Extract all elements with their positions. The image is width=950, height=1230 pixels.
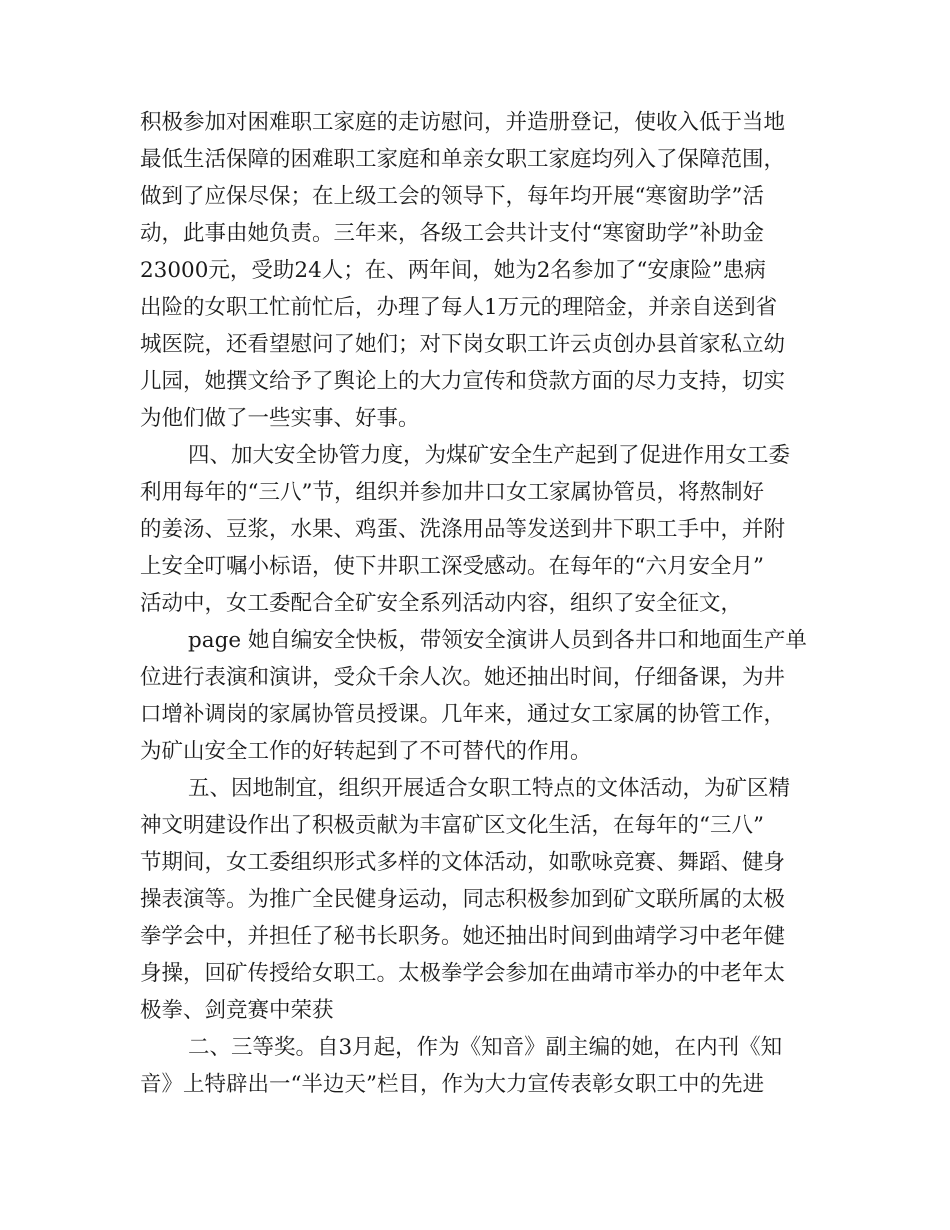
text-line: 二、三等奖。自3月起，作为《知音》副主编的她，在内刊《知 bbox=[188, 1035, 783, 1060]
text-line: 的姜汤、豆浆，水果、鸡蛋、洗涤用品等发送到井下职工手中，并附 bbox=[140, 517, 786, 542]
text-line: 上安全叮嘱小标语，使下井职工深受感动。在每年的“六月安全月” bbox=[140, 554, 764, 579]
text-line: 操表演等。为推广全民健身运动，同志积极参加到矿文联所属的太极 bbox=[140, 887, 786, 912]
text-line: 城医院，还看望慰问了她们；对下岗女职工许云贞创办县首家私立幼 bbox=[140, 332, 786, 357]
text-line: 四、加大安全协管力度，为煤矿安全生产起到了促进作用女工委 bbox=[188, 443, 791, 468]
text-line: 神文明建设作出了积极贡献为丰富矿区文化生活，在每年的“三八” bbox=[140, 813, 764, 838]
text-line: 利用每年的“三八”节，组织并参加井口女工家属协管员，将熬制好 bbox=[140, 480, 764, 505]
text-line: 五、因地制宜，组织开展适合女职工特点的文体活动，为矿区精 bbox=[188, 776, 791, 801]
text-line: 节期间，女工委组织形式多样的文体活动，如歌咏竞赛、舞蹈、健身 bbox=[140, 850, 786, 875]
text-line: 口增补调岗的家属协管员授课。几年来，通过女工家属的协管工作， bbox=[140, 702, 786, 727]
text-line: 出险的女职工忙前忙后，办理了每人1万元的理陪金，并亲自送到省 bbox=[140, 295, 778, 320]
text-line: 位进行表演和演讲，受众千余人次。她还抽出时间，仔细备课，为井 bbox=[140, 665, 786, 690]
text-line: 积极参加对困难职工家庭的走访慰问，并造册登记，使收入低于当地 bbox=[140, 110, 786, 135]
text-line: 儿园，她撰文给予了舆论上的大力宣传和贷款方面的尽力支持，切实 bbox=[140, 369, 786, 394]
text-line: 做到了应保尽保；在上级工会的领导下，每年均开展“寒窗助学”活 bbox=[140, 184, 764, 209]
text-line: 动，此事由她负责。三年来，各级工会共计支付“寒窗助学”补助金 bbox=[140, 221, 764, 246]
text-line: 23000元，受助24人；在、两年间，她为2名参加了“安康险”患病 bbox=[140, 258, 766, 283]
text-line: 最低生活保障的困难职工家庭和单亲女职工家庭均列入了保障范围， bbox=[140, 147, 786, 172]
text-line: 拳学会中，并担任了秘书长职务。她还抽出时间到曲靖学习中老年健 bbox=[140, 924, 786, 949]
text-line: page 她自编安全快板，带领安全演讲人员到各井口和地面生产单 bbox=[188, 628, 807, 653]
text-line: 为他们做了一些实事、好事。 bbox=[140, 406, 420, 431]
text-line: 活动中，女工委配合全矿安全系列活动内容，组织了安全征文， bbox=[140, 591, 743, 616]
text-line: 音》上特辟出一“半边天”栏目，作为大力宣传表彰女职工中的先进 bbox=[140, 1072, 764, 1097]
text-line: 身操，回矿传授给女职工。太极拳学会参加在曲靖市举办的中老年太 bbox=[140, 961, 786, 986]
text-line: 为矿山安全工作的好转起到了不可替代的作用。 bbox=[140, 739, 592, 764]
text-line: 极拳、剑竞赛中荣获 bbox=[140, 998, 334, 1023]
